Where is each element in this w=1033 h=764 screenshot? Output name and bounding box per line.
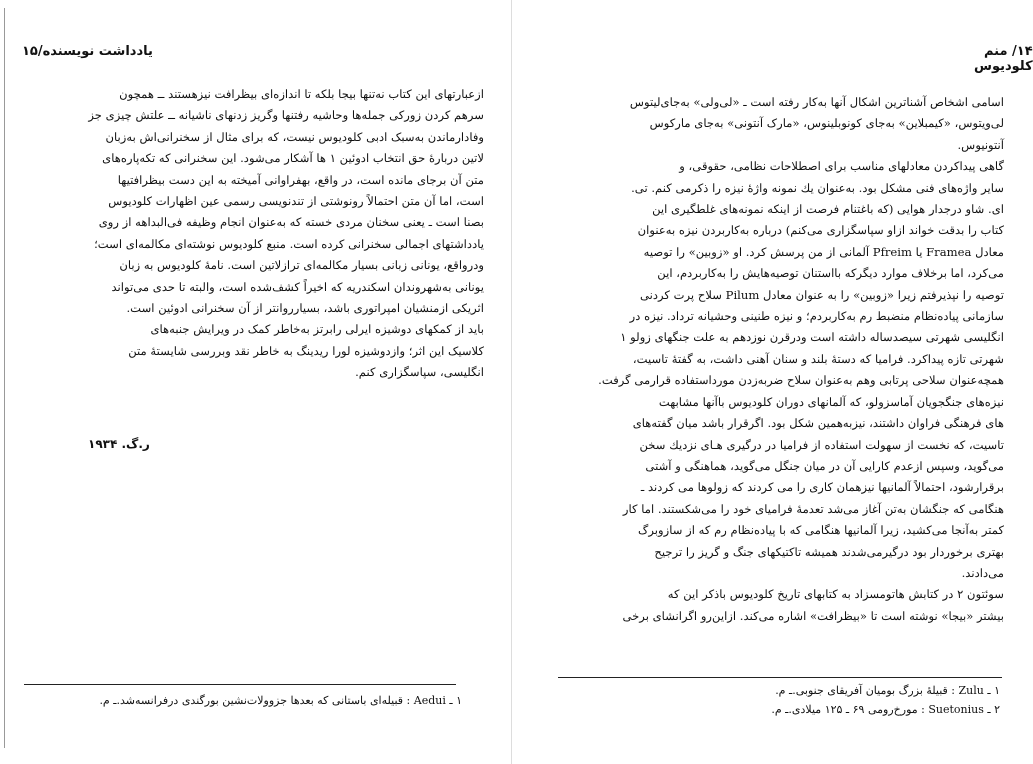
text-line: سازمانی پیاده‌نظام منضبط رم به‌کاربردم؛ و نیزه طنینی وحشیانه ترداد. نیزه در <box>629 309 1004 324</box>
signature-date: ر.گ. ۱۹۳۴ <box>88 437 150 451</box>
text-line: است، اما آن متن احتمالاً رونوشتی از تندنویسی رسمی عین اظهارات کلودیوس <box>108 194 484 209</box>
footnote-rule <box>558 677 1002 678</box>
footnote: ۲ ـ Suetonius : مورخ‌رومی ۶۹ ـ ۱۲۵ میلادی.ـ م. <box>771 703 1000 716</box>
text-line: های فرهنگی فراوان داشتند، نیزبه‌همین شکل بود. اگرقرار باشد میان گفته‌های <box>632 416 1004 431</box>
text-line: سوئتون ۲ در کتابش هاتومسزاد به کتابهای تاریخ کلودیوس باذکر این که <box>667 587 1004 602</box>
text-line: بهتری برخوردار بود درگیرمی‌شدند همیشه تاکتیکهای جنگ و گریز را ترجیح <box>654 544 1004 559</box>
right-page-body <box>564 92 1004 627</box>
text-line: اثریکی ازمنشیان امپراتوری باشد، بسیارروانتر از آن سخنرانی ادوئین است. <box>126 301 484 316</box>
text-line: لی‌ویتوس، «کیمبلاین» به‌جای کونوبلینوس، «مارک آنتونی» به‌جای مارکوس <box>649 116 1004 131</box>
text-line: می‌دادند. <box>961 565 1004 580</box>
text-line: ازعبارتهای این کتاب نه‌تنها بیجا بلکه تا اندازه‌ای بیظرافت نیزهستند ــ همچون <box>119 87 484 101</box>
left-page <box>0 0 512 764</box>
text-line: توصیه را نپذیرفتم زیرا «زوبین» را به عنوان معادل Pilum سلاح پرت کردنی <box>639 287 1004 302</box>
text-line: می‌کرد، اما برخلاف موارد دیگرکه بااستنان توصیه‌هایش را به‌کاربردم، این <box>657 266 1004 281</box>
right-page <box>512 0 1033 764</box>
text-line: تاسیت، که نخست از سهولت استفاده از فرامیا در درگیری هـای نزدیك سخن <box>639 437 1004 452</box>
text-line: انگلیسی شهرتی سیصدساله داشته است ودرقرن نوزدهم به علت جنگهای زولو ۱ <box>620 330 1004 345</box>
text-line: شهرتی تازه پیداکرد. فرامیا که دستهٔ بلند و سنان آهنی داشت، به گفتهٔ تاسیت، <box>632 351 1004 366</box>
text-line: انگلیسی، سپاسگزاری کنم. <box>355 365 484 380</box>
text-line: همچه‌عنوان سلاحی پرتابی وهم به‌عنوان سلاح ضربه‌زدن مورداستفاده قرارمی گرفت. <box>598 373 1004 388</box>
text-line: گاهی پیداکردن معادلهای مناسب برای اصطلاحات نظامی، حقوقی، و <box>679 159 1004 174</box>
text-line: نیزه‌های جنگجویان آماسزولو، که آلمانهای دوران کلودیوس باآنها مشابهت <box>658 394 1004 409</box>
text-line: یادداشتهای اجمالی سخنرانی کرده است. منبع کلودیوس نوشته‌ای مکالمه‌ای است؛ <box>94 236 484 251</box>
text-line: سایر واژه‌های فنی مشکل بود. به‌عنوان یك نمونه واژهٔ نیزه را ذکرمی کنم. تی. <box>631 180 1004 195</box>
text-line: بصنا است ـ یعنی سخنان مردی خسته که به‌عنوان انجام وظیفه فی‌البداهه از روی <box>98 215 484 230</box>
text-line: برقرارشود، احتمالاً آلمانیها نیزهمان کاری را می کردند که زولوها می کردند ـ <box>640 480 1004 495</box>
text-line: کمتر به‌آنجا می‌کشید، زیرا آلمانیها هنگامی که با پیاده‌نظام رم که از سازوبرگ <box>638 523 1004 538</box>
text-line: سرهم کردن زورکی جمله‌ها وحاشیه رفتنها وگریز زدنهای ناشیانه ــ علتش چیزی جز <box>88 108 484 123</box>
footnote: ۱ ـ Aedui : قبیله‌ای باستانی که بعدها جزوولات‌نشین بورگندی درفرانسه‌شد.ـ م. <box>99 694 462 707</box>
footnote-rule <box>24 684 456 685</box>
footnote: ۱ ـ Zulu : قبیلهٔ بزرگ بومیان آفریقای جنوبی.ـ م. <box>775 684 1000 697</box>
text-line: می‌گوید، وسپس ازعدم کارایی آن در میان جنگل می‌گوید، هماهنگی و آشتی <box>645 458 1004 473</box>
text-line: یونانی به‌شهروندان اسکندریه که اخیراً کشف‌شده است، والبته تا حدی می‌تواند <box>111 279 484 294</box>
text-line: هنگامی که جنگشان به‌تن آغاز می‌شد تعدمهٔ فرامیای خود را می‌شکستند. اما کار <box>622 501 1004 516</box>
text-line: ای. شاو درجدار هوایی (که باغتنام فرصت از اینکه نمونه‌های غلطگیری این <box>652 202 1004 217</box>
text-line: کلاسیک این اثر؛ وازدوشیزه لورا ریدینگ به خاطر نقد وبررسی شایستهٔ متن <box>128 343 484 358</box>
text-line: باید از کمکهای دوشیزه ایرلی رابرتز به‌خاطر کمک در ویرایش جنبه‌های <box>150 322 484 337</box>
text-line: آنتونیوس. <box>957 137 1004 152</box>
text-line: اسامی اشخاص آشناترین اشکال آنها به‌کار رفته است ـ «لی‌ولی» به‌جای‌لیتوس <box>629 95 1004 109</box>
text-line: کتاب را بدقت خواند ازاو سپاسگزاری می‌کنم) درباره به‌کاربردن نیزه به‌عنوان <box>637 223 1004 238</box>
text-line: متن آن برجای مانده است، در واقع، بهفراوانی آمیخته به این دست بیظرافتیها <box>117 172 484 187</box>
text-line: بیشتر «بیجا» نوشته است تا «بیظرافت» اشاره می‌کند. ازاین‌رو اگرانشای برخی <box>622 608 1004 623</box>
left-page-body <box>22 84 484 384</box>
text-line: ودرواقع، یونانی زبانی بسیار مکالمه‌ای ترازلاتین است. نامهٔ کلودیوس به زبان <box>119 258 484 273</box>
left-page-header: یادداشت نویسنده/۱۵ <box>22 44 153 59</box>
text-line: معادل Framea یا Pfreim آلمانی از من پرسش کرد. او «زوبین» را توصیه <box>643 244 1004 259</box>
text-line: لاتین دربارهٔ حق انتخاب ادوئین ۱ ها آشکار می‌شود. این سخنرانی که تکه‌پاره‌های <box>102 151 484 166</box>
right-page-header: ۱۴/ منم کلودیوس <box>974 44 1033 74</box>
text-line: وفادارماندن به‌سبک ادبی کلودیوس نیست، که برای مثال از سخنرانی‌اش به‌زبان <box>105 129 484 144</box>
